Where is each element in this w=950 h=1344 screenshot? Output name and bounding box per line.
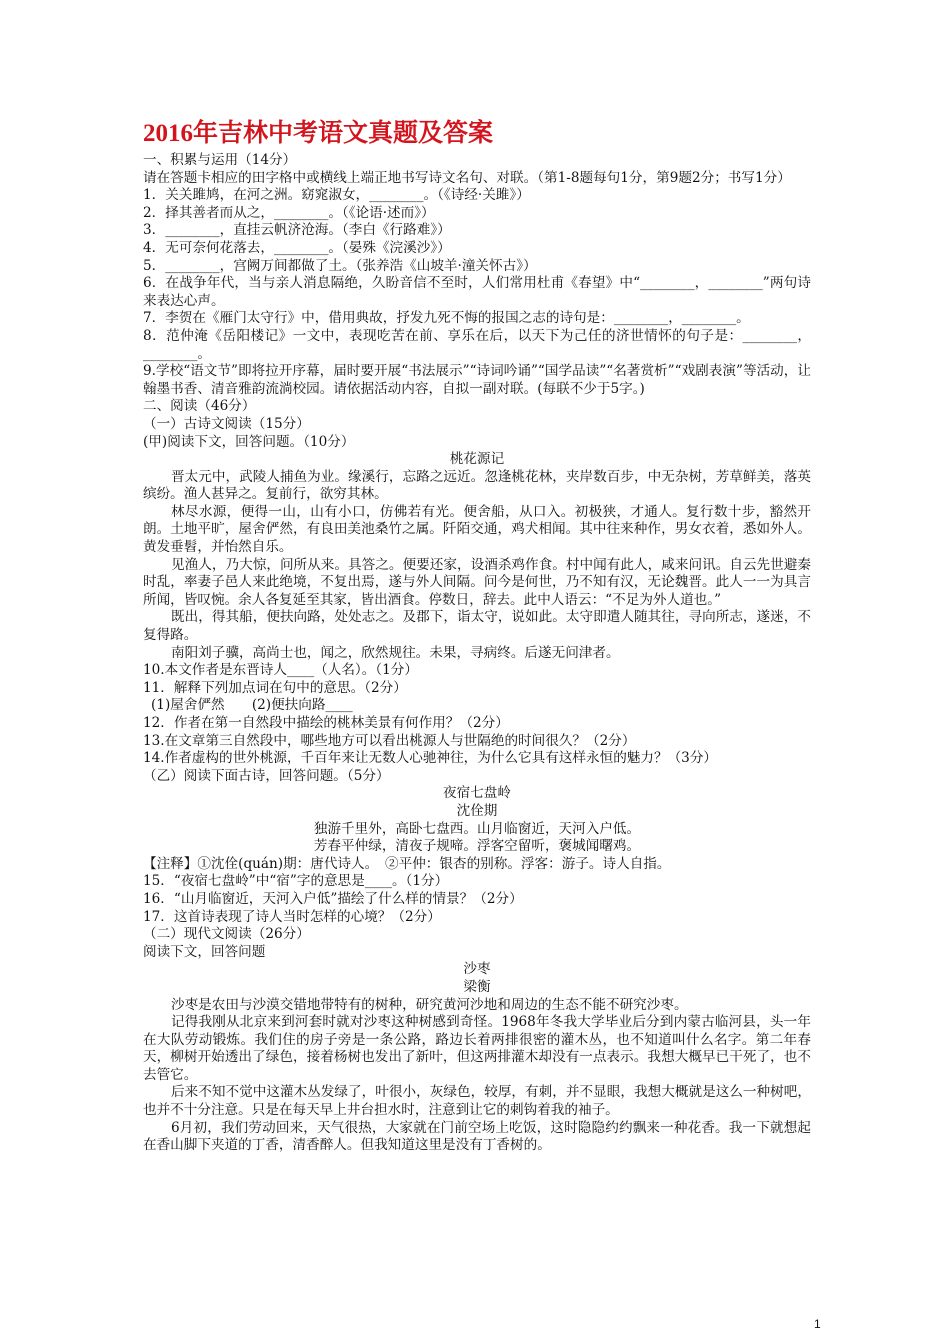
passage-paragraph: 记得我刚从北京来到河套时就对沙枣这种树感到奇怪。1968年冬我大学毕业后分到内蒙古临河县，头一年在大队劳动锻炼。我们住的房子旁是一条公路，路边长着两排很密的灌木丛，也不知道叫什么名字。第二年春天，柳树开始透出了绿色，接着杨树也发出了新叶，但这两排灌木却没有一点表示。我想大概早已干死了，也不去管它。 xyxy=(143,1014,811,1083)
passage-paragraph: 后来不知不觉中这灌木丛发绿了，叶很小，灰绿色，较厚，有刺，并不显眼，我想大概就是这么一种树吧，也并不十分注意。只是在每天早上井台担水时，注意到让它的刺钩着我的袖子。 xyxy=(143,1084,811,1119)
question-11-items: (1)屋舍俨然 (2)便扶向路____ xyxy=(151,697,353,714)
subsection-heading: （一）古诗文阅读（15分） xyxy=(143,415,310,432)
poem-line: 芳春平仲绿，清夜子规啼。浮客空留听，褒城闻曙鸡。 xyxy=(313,838,641,855)
passage-paragraph: 既出，得其船，便扶向路，处处志之。及郡下，诣太守，说如此。太守即遣人随其往，寻向所志，遂迷，不复得路。 xyxy=(143,609,811,644)
question-9: 9.学校“语文节”即将拉开序幕，届时要开展“书法展示”“诗词吟诵”“国学品读”“名著赏析”“戏剧表演”等活动，让翰墨书香、清音雅韵流淌校园。请依据活动内容，自拟一副对联。(每联不少于5字。) xyxy=(143,363,811,397)
instruction: 请在答题卡相应的田字格中或横线上端正地书写诗文名句、对联。（第1-8题每句1分，第9题2分；书写1分） xyxy=(143,169,791,186)
passage-paragraph: 晋太元中，武陵人捕鱼为业。缘溪行，忘路之远近。忽逢桃花林，夹岸数百步，中无杂树，芳草鲜美，落英缤纷。渔人甚异之。复前行，欲穷其林。 xyxy=(143,468,811,503)
passage-title: 沙枣 xyxy=(463,961,491,978)
section-heading: 二、阅读（46分） xyxy=(143,398,256,415)
question-14: 14.作者虚构的世外桃源，千百年来让无数人心驰神往，为什么它具有这样永恒的魅力？（3分） xyxy=(143,750,718,767)
question-8: 8．范仲淹《岳阳楼记》一文中，表现吃苦在前、享乐在后，以天下为己任的济世情怀的句子是：________，________。 xyxy=(143,327,811,362)
section-heading: 一、积累与运用（14分） xyxy=(143,152,297,168)
question-4: 4．无可奈何花落去，________。（晏殊《浣溪沙》） xyxy=(143,239,451,256)
document-page xyxy=(143,118,811,1155)
question-13: 13.在文章第三自然段中，哪些地方可以看出桃源人与世隔绝的时间很久？（2分） xyxy=(143,732,636,749)
question-5: 5．________，宫阙万间都做了土。（张养浩《山坡羊·潼关怀古》） xyxy=(143,257,537,274)
question-6: 6．在战争年代，当与亲人消息隔绝，久盼音信不至时，人们常用杜甫《春望》中“________，________”两句诗来表达心声。 xyxy=(143,275,811,309)
reading-instruction: (甲)阅读下文，回答问题。（10分） xyxy=(143,433,355,450)
poem-notes: 【注释】①沈佺(quán)期：唐代诗人。 ②平仲：银杏的别称。浮客：游子。诗人自指。 xyxy=(143,855,671,872)
poem-author: 沈佺期 xyxy=(456,802,498,819)
question-1: 1．关关雎鸠，在河之洲。窈窕淑女，________。（《诗经·关雎》） xyxy=(143,187,530,204)
question-2: 2．择其善者而从之，________。（《论语·述而》） xyxy=(143,204,435,221)
question-7: 7．李贺在《雁门太守行》中，借用典故，抒发九死不悔的报国之志的诗句是：________，________。 xyxy=(143,310,750,327)
question-11: 11．解释下列加点词在句中的意思。（2分） xyxy=(143,679,407,696)
passage-paragraph: 沙枣是农田与沙漠交错地带特有的树种，研究黄河沙地和周边的生态不能不研究沙枣。 xyxy=(171,996,688,1013)
passage-author: 梁衡 xyxy=(463,978,491,995)
question-3: 3．________，直挂云帆济沧海。（李白《行路难》） xyxy=(143,222,451,239)
subsection-heading: （二）现代文阅读（26分） xyxy=(143,926,310,943)
question-16: 16．“山月临窗近，天河入户低”描绘了什么样的情景？（2分） xyxy=(143,890,523,907)
passage-paragraph: 林尽水源，便得一山，山有小口，仿佛若有光。便舍船，从口入。初极狭，才通人。复行数十步，豁然开朗。土地平旷，屋舍俨然，有良田美池桑竹之属。阡陌交通，鸡犬相闻。其中往来种作，男女衣着，悉如外人。黄发垂髫，并怡然自乐。 xyxy=(143,503,811,556)
question-15: 15．“夜宿七盘岭”中“宿”字的意思是____。（1分） xyxy=(143,873,449,890)
question-10: 10.本文作者是东晋诗人____（人名）。（1分） xyxy=(143,662,418,679)
reading-instruction: 阅读下文，回答问题 xyxy=(143,943,266,960)
question-17: 17．这首诗表现了诗人当时怎样的心境？（2分） xyxy=(143,908,441,925)
passage-paragraph: 见渔人，乃大惊，问所从来。具答之。便要还家，设酒杀鸡作食。村中闻有此人，咸来问讯。自云先世避秦时乱，率妻子邑人来此绝境，不复出焉，遂与外人间隔。问今是何世，乃不知有汉，无论魏晋。此人一一为具言所闻，皆叹惋。余人各复延至其家，皆出酒食。停数日，辞去。此中人语云：“不足为外人道也。” xyxy=(143,556,811,608)
passage-paragraph: 南阳刘子骥，高尚士也，闻之，欣然规往。未果，寻病终。后遂无问津者。 xyxy=(171,644,620,661)
poem-line: 独游千里外，高卧七盘西。山月临窗近，天河入户低。 xyxy=(313,820,641,837)
passage-paragraph: 6月初，我们劳动回来，天气很热，大家就在门前空场上吃饭，这时隐隐约约飘来一种花香。我一下就想起在香山脚下夹道的丁香，清香醉人。但我知道这里是没有丁香树的。 xyxy=(143,1119,811,1154)
passage-title: 桃花源记 xyxy=(449,451,505,468)
document-title: 2016年吉林中考语文真题及答案 xyxy=(143,120,494,147)
poem-title: 夜宿七盘岭 xyxy=(443,785,511,802)
question-12: 12．作者在第一自然段中描绘的桃林美景有何作用？（2分） xyxy=(143,715,509,731)
page-number: 1 xyxy=(814,1317,821,1331)
reading-instruction: （乙）阅读下面古诗，回答问题。（5分） xyxy=(143,767,390,784)
